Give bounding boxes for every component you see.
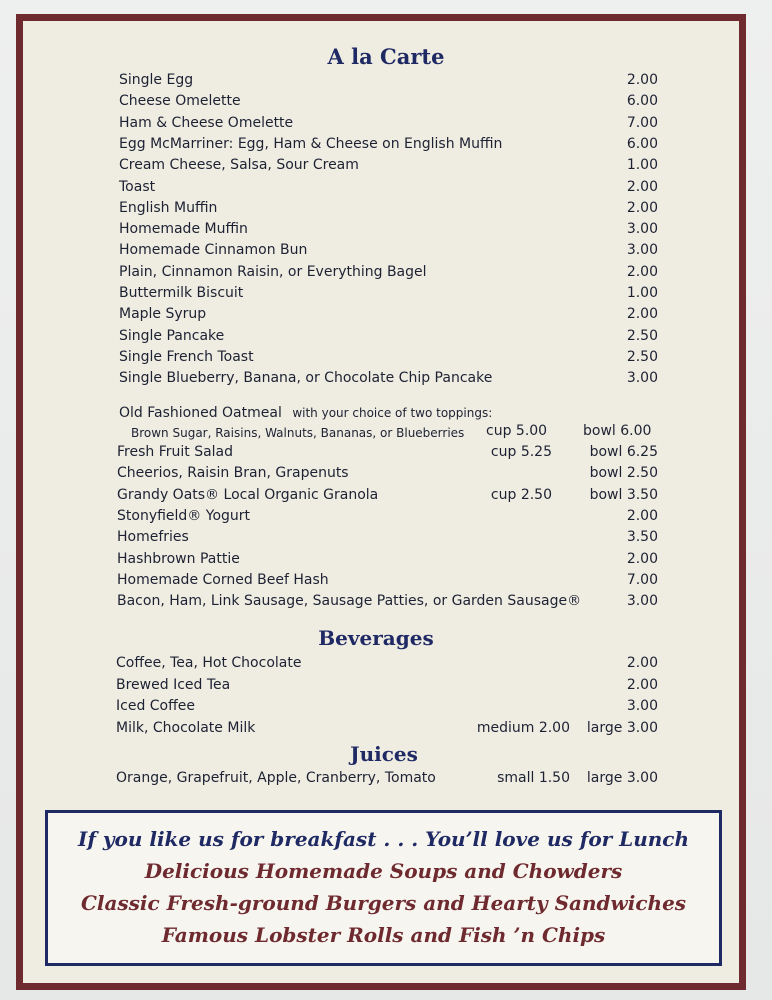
side-item-price: 3.00 bbox=[626, 593, 658, 610]
beverage-item-name: Iced Coffee bbox=[116, 698, 195, 714]
a-la-carte-item-price: 1.00 bbox=[626, 285, 658, 301]
side-item-price: bowl 2.50 bbox=[589, 465, 658, 482]
side-item-name: Stonyfield® Yogurt bbox=[117, 507, 251, 524]
beverage-item-mid-price: medium 2.00 bbox=[476, 719, 570, 736]
a-la-carte-item-price: 2.00 bbox=[626, 306, 658, 323]
promo-line-2: Delicious Homemade Soups and Chowders bbox=[144, 859, 623, 883]
a-la-carte-item-price: 2.00 bbox=[626, 263, 658, 280]
oatmeal-item bbox=[119, 405, 492, 421]
oatmeal-name: Old Fashioned Oatmeal bbox=[119, 405, 282, 421]
oatmeal-note: with your choice of two toppings: bbox=[292, 406, 493, 420]
oatmeal-cup-price: cup 5.00 bbox=[486, 423, 548, 439]
side-item-name: Homefries bbox=[117, 529, 189, 546]
a-la-carte-item-price: 6.00 bbox=[626, 93, 658, 110]
a-la-carte-item-price: 7.00 bbox=[626, 114, 658, 131]
side-item-name: Fresh Fruit Salad bbox=[117, 444, 234, 460]
promo-line-3: Classic Fresh-ground Burgers and Hearty Sandwiches bbox=[80, 891, 687, 915]
a-la-carte-item-price: 2.50 bbox=[626, 327, 658, 344]
a-la-carte-item-price: 2.00 bbox=[626, 72, 658, 88]
juice-item-price: large 3.00 bbox=[586, 770, 658, 786]
a-la-carte-item-price: 6.00 bbox=[626, 135, 658, 152]
a-la-carte-item-name: Homemade Muffin bbox=[119, 221, 248, 238]
side-item-price: 2.00 bbox=[626, 550, 658, 567]
heading-a-la-carte: A la Carte bbox=[327, 44, 445, 69]
beverage-item-price: 2.00 bbox=[626, 655, 658, 671]
a-la-carte-item-price: 1.00 bbox=[626, 157, 658, 174]
a-la-carte-item-name: Single Pancake bbox=[119, 327, 225, 344]
side-item-name: Bacon, Ham, Link Sausage, Sausage Patties, or Garden Sausage® bbox=[117, 593, 582, 610]
a-la-carte-item-name: Ham & Cheese Omelette bbox=[119, 114, 294, 131]
a-la-carte-item-name: Single French Toast bbox=[119, 348, 254, 365]
side-item-price: 3.50 bbox=[626, 529, 658, 546]
side-item-name: Homemade Corned Beef Hash bbox=[117, 571, 329, 588]
a-la-carte-item-name: Maple Syrup bbox=[119, 306, 207, 323]
beverage-item-name: Brewed Iced Tea bbox=[116, 676, 231, 693]
beverage-item-name: Coffee, Tea, Hot Chocolate bbox=[116, 655, 302, 671]
a-la-carte-item-name: Single Blueberry, Banana, or Chocolate Chip Pancake bbox=[119, 370, 493, 387]
a-la-carte-item-price: 2.00 bbox=[626, 199, 658, 216]
beverage-item-price: 2.00 bbox=[626, 676, 658, 693]
side-item-price: 7.00 bbox=[626, 571, 658, 588]
heading-beverages: Beverages bbox=[318, 626, 434, 650]
oatmeal-bowl-price: bowl 6.00 bbox=[583, 423, 652, 439]
a-la-carte-item-name: Plain, Cinnamon Raisin, or Everything Bagel bbox=[119, 263, 427, 280]
beverage-item-name: Milk, Chocolate Milk bbox=[116, 719, 256, 736]
oatmeal-toppings: Brown Sugar, Raisins, Walnuts, Bananas, or Blueberries bbox=[131, 426, 465, 440]
heading-juices: Juices bbox=[350, 742, 418, 766]
promo-line-4: Famous Lobster Rolls and Fish ’n Chips bbox=[161, 923, 606, 947]
a-la-carte-item-name: Egg McMarriner: Egg, Ham & Cheese on English Muffin bbox=[119, 135, 503, 152]
side-item-price: bowl 6.25 bbox=[589, 444, 658, 460]
lunch-promo-box bbox=[45, 810, 722, 966]
a-la-carte-item-name: English Muffin bbox=[119, 199, 218, 216]
side-item-price: 2.00 bbox=[626, 507, 658, 524]
a-la-carte-item-name: Single Egg bbox=[119, 72, 194, 88]
beverage-item-price: 3.00 bbox=[626, 698, 658, 714]
side-item-name: Hashbrown Pattie bbox=[117, 550, 240, 567]
a-la-carte-item-name: Cheese Omelette bbox=[119, 93, 241, 110]
a-la-carte-item-price: 2.50 bbox=[626, 348, 658, 365]
beverage-item-price: large 3.00 bbox=[586, 719, 658, 736]
side-item-mid-price: cup 2.50 bbox=[490, 486, 552, 503]
a-la-carte-item-price: 3.00 bbox=[626, 221, 658, 238]
juice-item-mid-price: small 1.50 bbox=[497, 770, 570, 786]
a-la-carte-item-name: Toast bbox=[119, 178, 156, 195]
side-item-name: Grandy Oats® Local Organic Granola bbox=[117, 486, 379, 503]
a-la-carte-item-price: 3.00 bbox=[626, 242, 658, 259]
juice-item-name: Orange, Grapefruit, Apple, Cranberry, Tomato bbox=[116, 770, 436, 786]
a-la-carte-item-price: 3.00 bbox=[626, 370, 658, 387]
a-la-carte-item-name: Cream Cheese, Salsa, Sour Cream bbox=[119, 157, 359, 174]
a-la-carte-item-name: Buttermilk Biscuit bbox=[119, 285, 244, 301]
a-la-carte-item-price: 2.00 bbox=[626, 178, 658, 195]
promo-line-1: If you like us for breakfast . . . You’ll love us for Lunch bbox=[77, 827, 690, 851]
side-item-name: Cheerios, Raisin Bran, Grapenuts bbox=[117, 465, 349, 482]
side-item-mid-price: cup 5.25 bbox=[490, 444, 552, 460]
a-la-carte-item-name: Homemade Cinnamon Bun bbox=[119, 242, 308, 259]
side-item-price: bowl 3.50 bbox=[589, 486, 658, 503]
